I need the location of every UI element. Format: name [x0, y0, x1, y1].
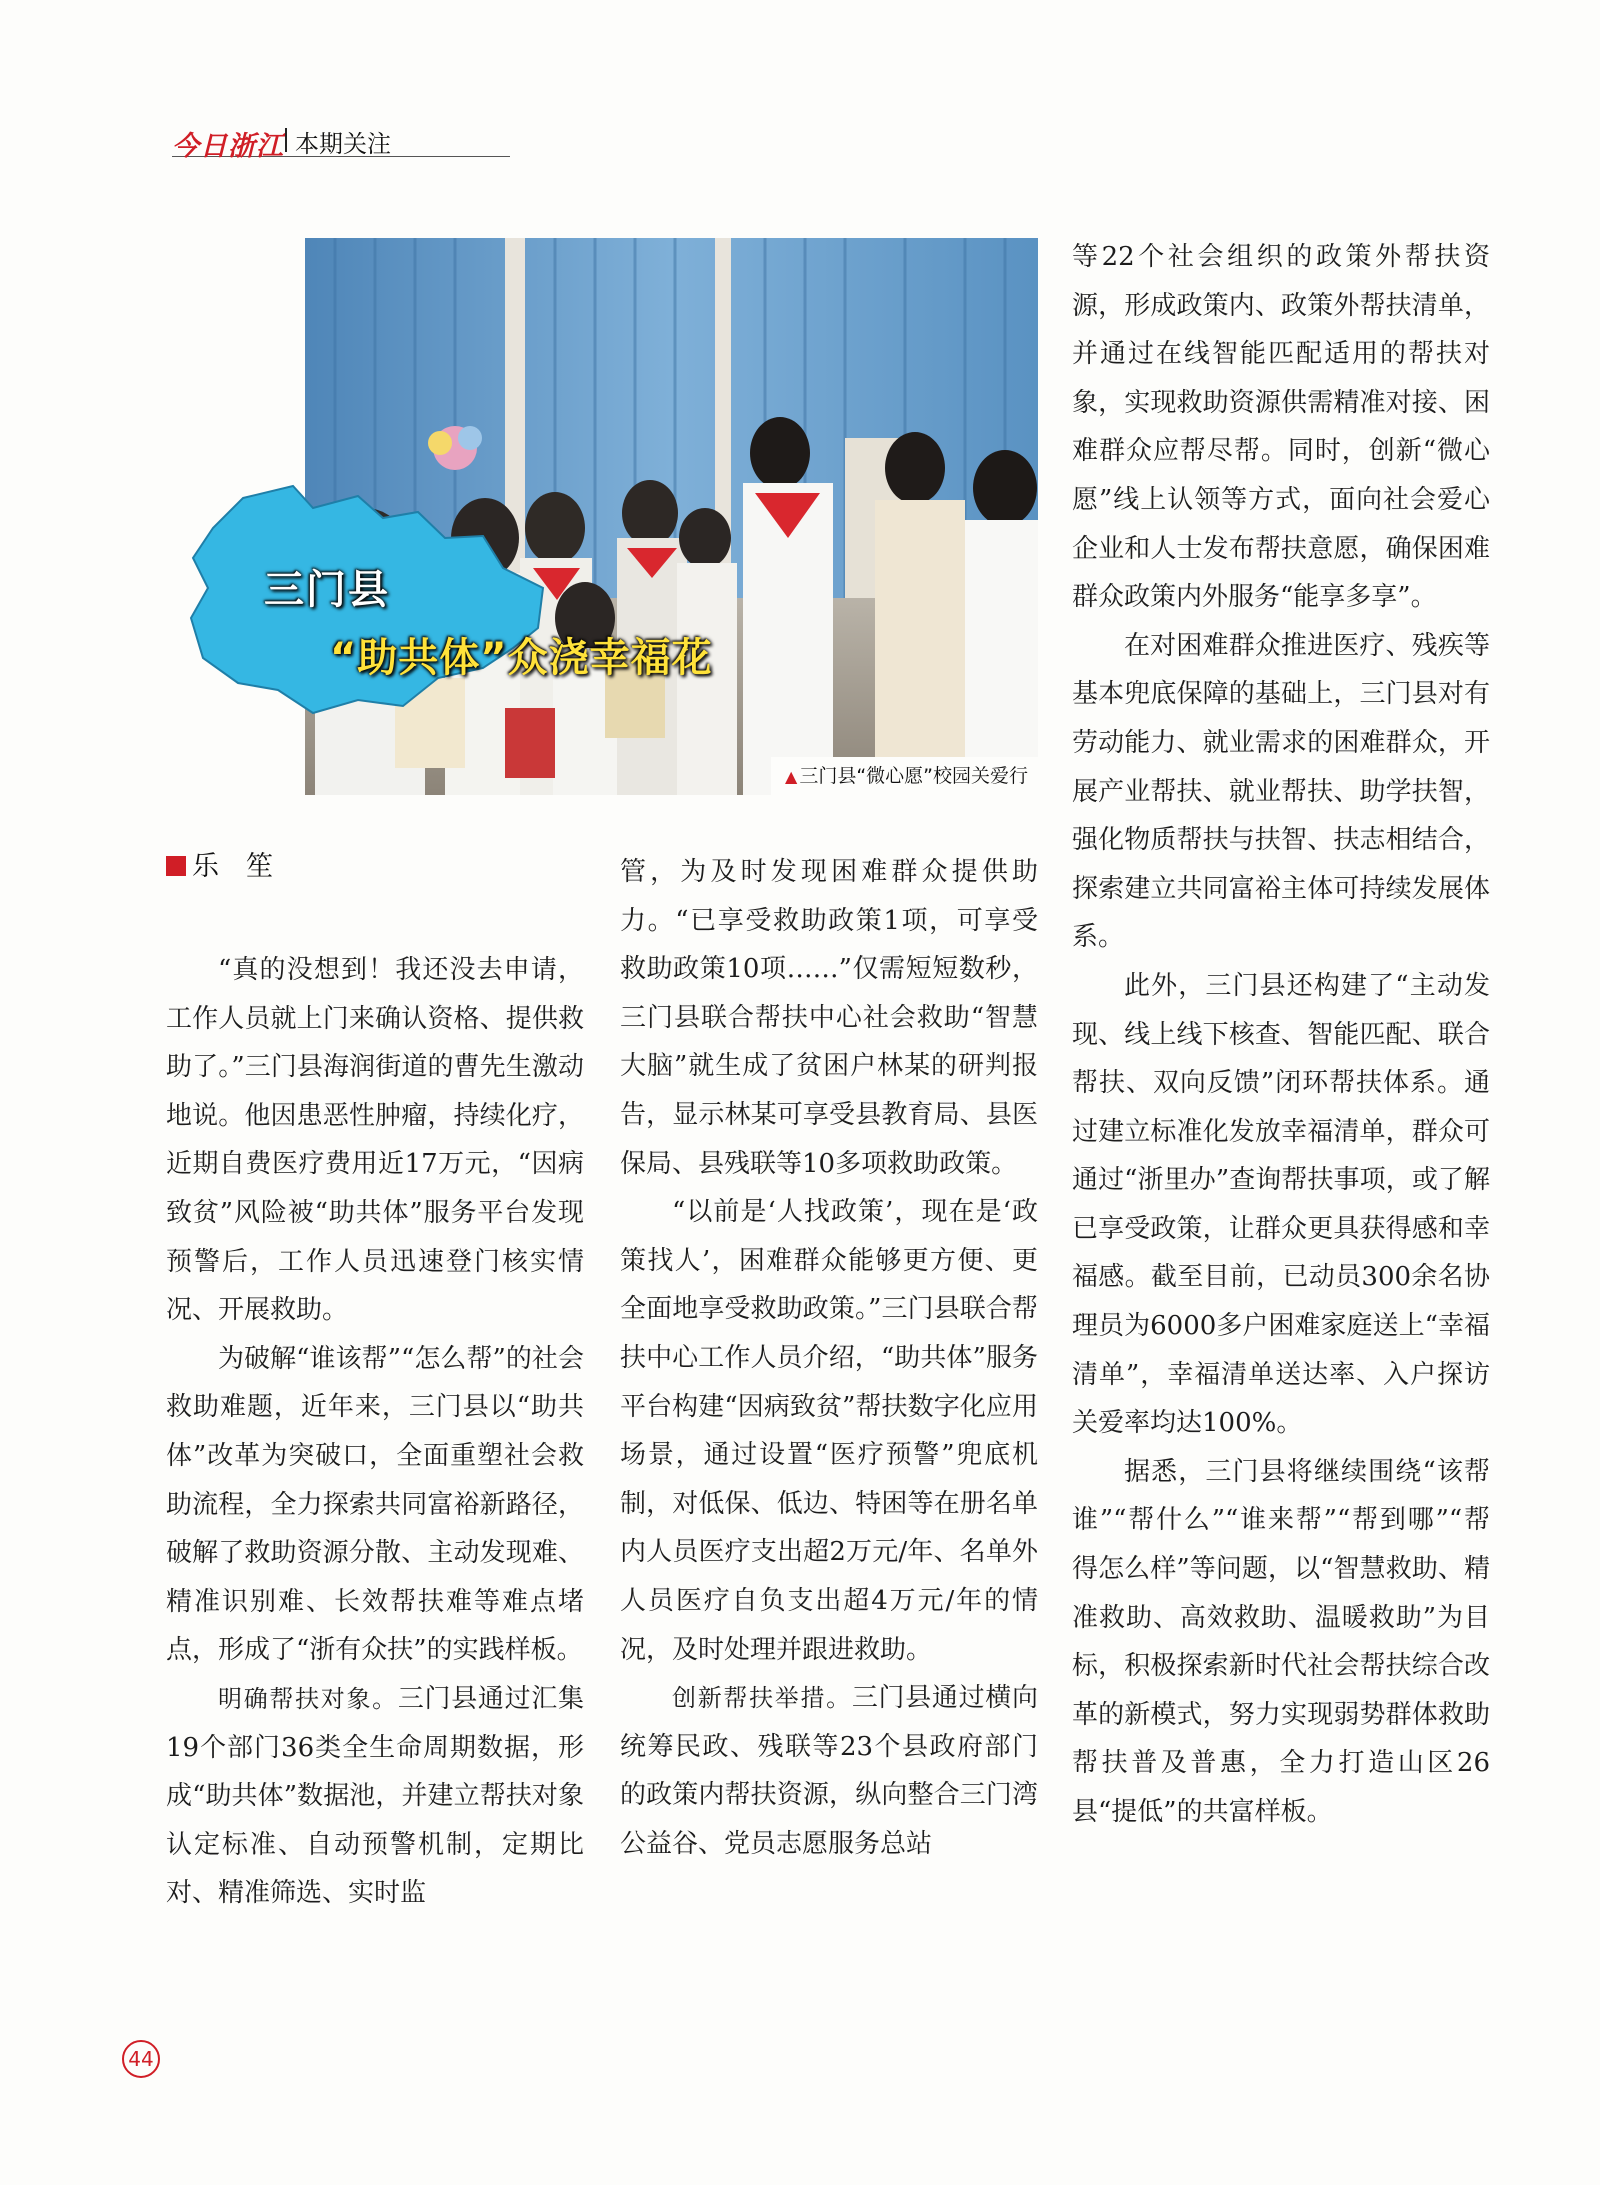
paragraph: 据悉，三门县将继续围绕“该帮谁”“帮什么”“谁来帮”“帮到哪”“帮得怎么样”等问题，以“智慧救助、精准救助、高效救助、温暖救助”为目标，积极探索新时代社会帮扶综合改革的新模式，努力实现弱势群体救助帮扶普及普惠，全力打造山区26县“提低”的共富样板。 [1072, 1456, 1490, 1827]
page-number: 44 [122, 2040, 160, 2078]
paragraph: “以前是‘人找政策’，现在是‘政策找人’，困难群众能够更方便、更全面地享受救助政策。”三门县联合帮扶中心工作人员介绍，“助共体”服务平台构建“因病致贫”帮扶数字化应用场景，通过设置“医疗预警”兜底机制，对低保、低边、特困等在册名单内人员医疗支出超2万元/年、名单外人员医疗自负支出超4万元/年的情况，及时处理并跟进救助。 [620, 1197, 1038, 1665]
map-title-slogan: “助共体”众浇幸福花 [330, 635, 713, 681]
paragraph: 在对困难群众推进医疗、残疾等基本兜底保障的基础上，三门县对有劳动能力、就业需求的困难群众，开展产业帮扶、就业帮扶、助学扶智，强化物质帮扶与扶智、扶志相结合，探索建立共同富裕主体可持续发展体系。 [1072, 630, 1490, 953]
paragraph: “真的没想到！我还没去申请，工作人员就上门来确认资格、提供救助了。”三门县海润街道的曹先生激动地说。他因患恶性肿瘤，持续化疗，近期自费医疗费用近17万元，“因病致贫”风险被“助共体”服务平台发现预警后，工作人员迅速登门核实情况、开展救助。 [166, 955, 584, 1326]
magazine-logo: 今日浙江 [172, 131, 284, 162]
paragraph: 创新帮扶举措。三门县通过横向统筹民政、残联等23个县政府部门的政策内帮扶资源，纵向整合三门湾公益谷、党员志愿服务总站 [620, 1683, 1038, 1859]
header-divider [285, 128, 287, 152]
paragraph: 管，为及时发现困难群众提供助力。“已享受救助政策1项，可享受救助政策10项……”仅需短短数秒，三门县联合帮扶中心社会救助“智慧大脑”就生成了贫困户林某的研判报告，显示林某可享受县教育局、县医保局、县残联等10多项救助政策。 [620, 857, 1038, 1179]
subhead: 创新帮扶举措。 [672, 1684, 852, 1713]
article-column-3 [1072, 233, 1490, 1837]
red-square-icon [166, 856, 186, 876]
paragraph: 此外，三门县还构建了“主动发现、线上线下核查、智能匹配、联合帮扶、双向反馈”闭环帮扶体系。通过建立标准化发放幸福清单，群众可通过“浙里办”查询帮扶事项，或了解已享受政策，让群众更具获得感和幸福感。截至目前，已动员300余名协理员为6000多户困难家庭送上“幸福清单”，幸福清单送达率、入户探访关爱率均达100%。 [1072, 970, 1490, 1439]
page-header [172, 122, 510, 162]
section-name: 本期关注 [295, 130, 391, 158]
map-title-county: 三门县 [264, 567, 390, 613]
photo-caption: ▲ 三门县“微心愿”校园关爱行 [771, 757, 1038, 795]
caption-triangle-icon: ▲ [785, 767, 798, 786]
paragraph: 明确帮扶对象。三门县通过汇集19个部门36类全生命周期数据，形成“助共体”数据池，并建立帮扶对象认定标准、自动预警机制，定期比对、精准筛选、实时监 [166, 1683, 584, 1909]
article-column-2 [620, 848, 1038, 1868]
paragraph: 等22个社会组织的政策外帮扶资源，形成政策内、政策外帮扶清单，并通过在线智能匹配适用的帮扶对象，实现救助资源供需精准对接、困难群众应帮尽帮。同时，创新“微心愿”线上认领等方式，面向社会爱心企业和人士发布帮扶意愿，确保困难群众政策内外服务“能享多享”。 [1072, 242, 1490, 613]
author-byline: 乐 笙 [166, 844, 273, 883]
paragraph: 为破解“谁该帮”“怎么帮”的社会救助难题，近年来，三门县以“助共体”改革为突破口，全面重塑社会救助流程，全力探索共同富裕新路径，破解了救助资源分散、主动发现难、精准识别难、长效帮扶难等难点堵点，形成了“浙有众扶”的实践样板。 [166, 1343, 584, 1666]
subhead: 明确帮扶对象。 [218, 1684, 398, 1713]
article-column-1 [166, 946, 584, 1918]
